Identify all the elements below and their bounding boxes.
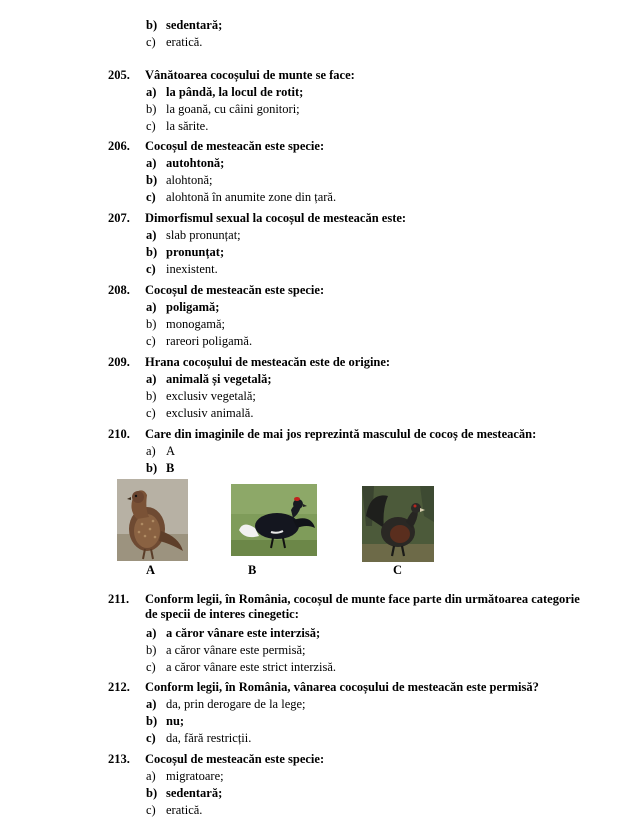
option-207-a: a) slab pronunțat;	[146, 228, 241, 242]
capercaillie-image	[362, 486, 434, 562]
option-209-b: b) exclusiv vegetală;	[146, 389, 256, 403]
option-211-a: a) a căror vânare este interzisă;	[146, 626, 321, 640]
question-212: 212. Conform legii, în România, vânarea cocoșului de mesteacăn este permisă?	[108, 680, 539, 694]
option-208-c: c) rareori poligamă.	[146, 334, 253, 348]
photo-a-grouse-hen	[117, 479, 188, 561]
option-207-c: c) inexistent.	[146, 262, 218, 276]
option-208-b: b) monogamă;	[146, 317, 226, 331]
photo-c-capercaillie	[362, 486, 434, 562]
question-205: 205. Vânătoarea cocoșului de munte se face:	[108, 68, 355, 82]
question-210: 210. Care din imaginile de mai jos reprezintă masculul de cocoș de mesteacăn:	[108, 427, 537, 441]
option-211-b: b) a căror vânare este permisă;	[146, 643, 306, 657]
option-209-c: c) exclusiv animală.	[146, 406, 254, 420]
option-206-c: c) alohtonă în anumite zone din țară.	[146, 190, 337, 204]
option-205-a: a) la pândă, la locul de rotit;	[146, 85, 304, 99]
option-207-b: b) pronunțat;	[146, 245, 225, 259]
option-212-a: a) da, prin derogare de la lege;	[146, 697, 306, 711]
option-213-b: b) sedentară;	[146, 786, 223, 800]
option-210-b: b) B	[146, 461, 175, 475]
option-205-c: c) la sărite.	[146, 119, 209, 133]
question-207: 207. Dimorfismul sexual la cocoșul de mesteacăn este:	[108, 211, 407, 225]
option-206-b: b) alohtonă;	[146, 173, 213, 187]
question-206: 206. Cocoșul de mesteacăn este specie:	[108, 139, 325, 153]
question-211: 211. Conform legii, în România, cocoșul de munte face parte din următoarea categorie de specii de interes cinegetic:	[108, 592, 580, 621]
option-213-a: a) migratoare;	[146, 769, 224, 783]
option-213-c: c) eratică.	[146, 803, 203, 817]
image-label-a: A	[146, 563, 156, 577]
option-212-c: c) da, fără restricții.	[146, 731, 252, 745]
option-205-b: b) la goană, cu câini gonitori;	[146, 102, 300, 116]
option-206-a: a) autohtonă;	[146, 156, 225, 170]
option-212-b: b) nu;	[146, 714, 185, 728]
option-211-c: c) a căror vânare este strict interzisă.	[146, 660, 337, 674]
grouse-hen-image	[117, 479, 188, 561]
option-209-a: a) animală și vegetală;	[146, 372, 272, 386]
option-210-a: a) A	[146, 444, 176, 458]
question-209: 209. Hrana cocoșului de mesteacăn este de origine:	[108, 355, 391, 369]
question-208: 208. Cocoșul de mesteacăn este specie:	[108, 283, 325, 297]
option-204-b: b) sedentară;	[146, 18, 223, 32]
image-label-b: B	[248, 563, 257, 577]
photo-b-black-grouse	[231, 484, 317, 556]
option-208-a: a) poligamă;	[146, 300, 220, 314]
image-label-c: C	[393, 563, 403, 577]
black-grouse-image	[231, 484, 317, 556]
question-213: 213. Cocoșul de mesteacăn este specie:	[108, 752, 325, 766]
option-204-c: c) eratică.	[146, 35, 203, 49]
